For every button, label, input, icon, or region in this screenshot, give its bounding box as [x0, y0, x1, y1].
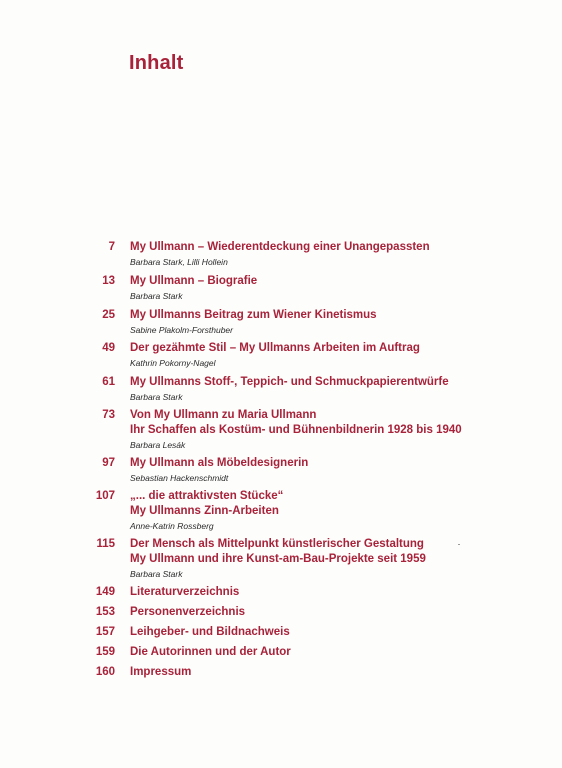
entry-title: Leihgeber- und Bildnachweis [130, 626, 290, 638]
contents-heading: Inhalt [129, 52, 184, 74]
page-number: 160 [95, 666, 115, 678]
entry-title: My Ullmann – Biografie [130, 275, 258, 287]
entry-author: Barbara Lesák [130, 440, 186, 450]
entry-subtitle: My Ullmann und ihre Kunst-am-Bau-Projekte seit 1959 [130, 553, 426, 565]
entry-title: Personenverzeichnis [130, 606, 246, 618]
entry-title: My Ullmann als Möbeldesignerin [130, 457, 309, 469]
page-number: 115 [96, 538, 115, 550]
page-number: 153 [95, 606, 115, 618]
entry-author: Barbara Stark [130, 291, 183, 301]
page-number: 49 [102, 342, 115, 354]
paper-speck [458, 544, 460, 545]
entry-title: Literaturverzeichnis [130, 586, 240, 598]
entry-author: Barbara Stark [130, 569, 183, 579]
entry-author: Barbara Stark, Lilli Hollein [130, 257, 228, 267]
entry-title: Von My Ullmann zu Maria Ullmann [130, 409, 317, 421]
page-number: 73 [102, 409, 115, 421]
page-number: 107 [95, 490, 115, 502]
entry-author: Sabine Plakolm-Forsthuber [130, 325, 233, 335]
entry-subtitle: Ihr Schaffen als Kostüm- und Bühnenbildnerin 1928 bis 1940 [130, 424, 462, 436]
entry-title: My Ullmanns Beitrag zum Wiener Kinetismus [130, 309, 377, 321]
entry-title: My Ullmanns Stoff-, Teppich- und Schmuckpapierentwürfe [130, 376, 449, 388]
entry-author: Barbara Stark [130, 392, 183, 402]
page-number: 25 [102, 309, 115, 321]
entry-title: Die Autorinnen und der Autor [130, 646, 291, 658]
page-number: 149 [95, 586, 115, 598]
entry-author: Anne-Katrin Rossberg [130, 521, 214, 531]
page-number: 7 [108, 241, 115, 253]
entry-title: Impressum [130, 666, 192, 678]
page-number: 61 [102, 376, 115, 388]
page-number: 97 [102, 457, 115, 469]
entry-title: Der Mensch als Mittelpunkt künstlerischer Gestaltung [130, 538, 424, 550]
entry-subtitle: My Ullmanns Zinn-Arbeiten [130, 505, 279, 517]
page-number: 157 [95, 626, 115, 638]
page-number: 159 [95, 646, 115, 658]
entry-title: „... die attraktivsten Stücke“ [130, 490, 284, 502]
entry-author: Kathrin Pokorny-Nagel [130, 358, 216, 368]
entry-author: Sebastian Hackenschmidt [130, 473, 229, 483]
entry-title: Der gezähmte Stil – My Ullmanns Arbeiten im Auftrag [130, 342, 420, 354]
entry-title: My Ullmann – Wiederentdeckung einer Unangepassten [130, 241, 430, 253]
page-number: 13 [102, 275, 115, 287]
